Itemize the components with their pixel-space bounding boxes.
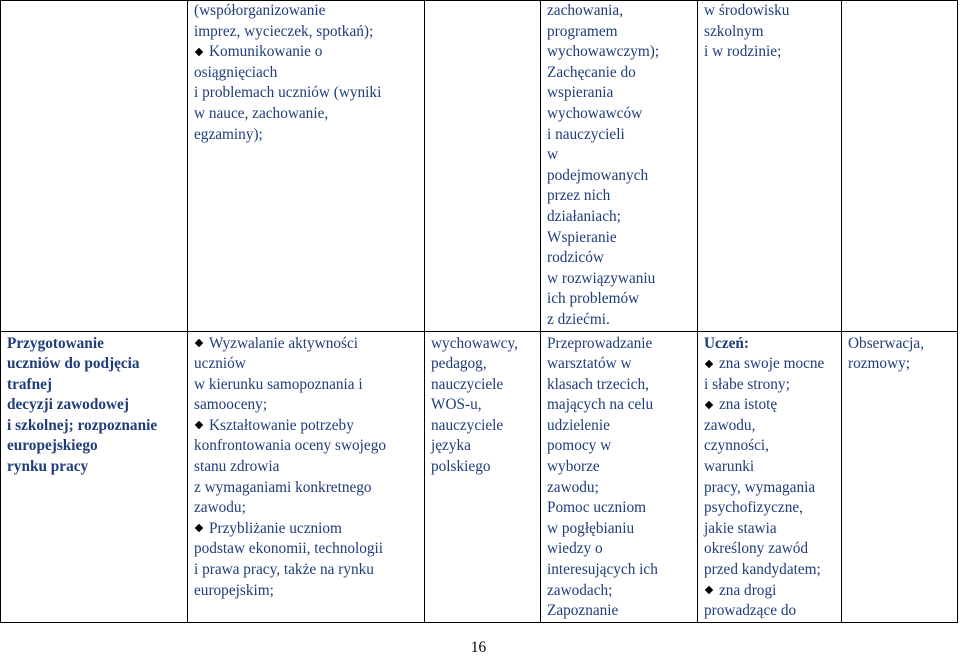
text-line [431, 436, 534, 457]
text-line [431, 395, 534, 416]
line-text: wychowawcy, [431, 334, 518, 352]
line-text: nauczyciele [431, 416, 504, 434]
line-text: zawodu, [704, 416, 756, 434]
diamond-bullet-icon [705, 586, 713, 594]
line-text: wspierania [547, 84, 614, 102]
line-text: Kształtowanie potrzeby [209, 416, 354, 434]
text-line [547, 375, 691, 396]
diamond-bullet-icon [705, 401, 713, 409]
effects-cell [698, 1, 842, 332]
line-text: europejskim; [194, 581, 274, 599]
line-text: w kierunku samopoznania i [194, 375, 363, 393]
line-text: w środowisku [704, 2, 790, 19]
line-text: warsztatów w [547, 355, 632, 373]
line-text: udzielenie [547, 416, 610, 434]
text-line [704, 334, 835, 355]
text-line [7, 395, 181, 416]
bullet-list-item [194, 334, 418, 355]
text-line [547, 289, 691, 310]
line-text: imprez, wycieczek, spotkań); [194, 22, 374, 40]
line-text: Zachęcanie do [547, 63, 636, 81]
table-row [1, 331, 958, 622]
line-text: z wymaganiami konkretnego [194, 478, 372, 496]
evaluation-cell [842, 1, 958, 332]
line-text: stanu zdrowia [194, 458, 280, 476]
line-text: rynku pracy [7, 458, 89, 476]
forms-cell [541, 1, 698, 332]
text-line [431, 457, 534, 478]
responsible-cell [425, 1, 541, 332]
text-line [547, 478, 691, 499]
text-line [7, 457, 181, 478]
text-line [547, 334, 691, 355]
text-line [547, 248, 691, 269]
text-line [547, 145, 691, 166]
line-text: Przygotowanie [7, 334, 104, 352]
text-line [7, 354, 181, 375]
text-line [194, 498, 418, 519]
text-line [547, 186, 691, 207]
text-line [547, 83, 691, 104]
text-line [7, 416, 181, 437]
line-text: Wyzwalanie aktywności [209, 334, 359, 352]
text-line [547, 104, 691, 125]
text-line [547, 519, 691, 540]
line-text: w [547, 146, 559, 164]
bullet-list-item [194, 416, 418, 437]
line-text: zawodu; [547, 478, 599, 496]
line-text: trafnej [7, 375, 53, 393]
line-text: i problemach uczniów (wyniki [194, 84, 382, 102]
line-text: prowadzące do [704, 602, 797, 620]
line-text: Uczeń: [704, 334, 750, 352]
text-line [194, 457, 418, 478]
line-text: klasach trzecich, [547, 375, 649, 393]
text-line [704, 375, 835, 396]
text-line [547, 42, 691, 63]
line-text: psychofizyczne, [704, 499, 803, 517]
line-text: pomocy w [547, 437, 612, 455]
diamond-bullet-icon [705, 359, 713, 367]
line-text: mających na celu [547, 396, 654, 414]
line-text: Pomoc uczniom [547, 499, 646, 517]
line-text: i nauczycieli [547, 125, 625, 143]
line-text: w nauce, zachowanie, [194, 104, 329, 122]
text-line [848, 354, 951, 375]
text-line [547, 269, 691, 290]
text-line [194, 354, 418, 375]
line-text: pracy, wymagania [704, 478, 816, 496]
line-text: pedagog, [431, 355, 487, 373]
line-text: (współorganizowanie [194, 2, 326, 19]
line-text: warunki [704, 458, 755, 476]
text-line [431, 416, 534, 437]
line-text: ich problemów [547, 290, 640, 308]
line-text: WOS-u, [431, 396, 482, 414]
text-line [704, 539, 835, 560]
line-text: egzaminy); [194, 125, 263, 143]
text-line [431, 354, 534, 375]
line-text: uczniów [194, 355, 246, 373]
text-line [431, 375, 534, 396]
line-text: języka [431, 437, 471, 455]
text-line [704, 436, 835, 457]
text-line [7, 436, 181, 457]
text-line [194, 539, 418, 560]
line-text: zawodach; [547, 581, 613, 599]
line-text: i w rodzinie; [704, 43, 782, 61]
text-line [194, 581, 418, 602]
diamond-bullet-icon [195, 47, 203, 55]
text-line [547, 166, 691, 187]
line-text: wychowawczym); [547, 43, 660, 61]
table-row [1, 1, 958, 332]
text-line [848, 334, 951, 355]
text-line [547, 125, 691, 146]
bullet-list-item [704, 581, 835, 602]
text-line [704, 457, 835, 478]
text-line [194, 1, 418, 22]
text-line [704, 519, 835, 540]
line-text: Wspieranie [547, 228, 617, 246]
text-line [7, 334, 181, 355]
text-line [547, 395, 691, 416]
text-line [547, 601, 691, 622]
line-text: nauczyciele [431, 375, 504, 393]
text-line [194, 375, 418, 396]
text-line [547, 354, 691, 375]
objective-cell [1, 331, 188, 622]
text-line [547, 416, 691, 437]
line-text: europejskiego [7, 437, 98, 455]
text-line [547, 310, 691, 331]
line-text: Przybliżanie uczniom [209, 519, 342, 537]
line-text: działaniach; [547, 207, 621, 225]
diamond-bullet-icon [195, 524, 203, 532]
line-text: przed kandydatem; [704, 561, 821, 579]
text-line [194, 560, 418, 581]
line-text: zawodu; [194, 499, 246, 517]
line-text: wyborze [547, 458, 600, 476]
line-text: rodziców [547, 249, 604, 267]
text-line [431, 334, 534, 355]
text-line [704, 498, 835, 519]
text-line [194, 125, 418, 146]
page-number: 16 [470, 639, 487, 656]
diamond-bullet-icon [195, 421, 203, 429]
text-line [547, 457, 691, 478]
line-text: zna istotę [719, 396, 778, 414]
line-text: decyzji zawodowej [7, 396, 129, 414]
bullet-list-item [194, 42, 418, 63]
objective-cell [1, 1, 188, 332]
line-text: zna drogi [719, 581, 777, 599]
line-text: samooceny; [194, 396, 268, 414]
line-text: Zapoznanie [547, 602, 619, 620]
line-text: zachowania, [547, 2, 624, 19]
text-line [7, 375, 181, 396]
text-line [704, 560, 835, 581]
tasks-cell [188, 331, 425, 622]
evaluation-cell [842, 331, 958, 622]
line-text: podejmowanych [547, 166, 649, 184]
text-line [704, 416, 835, 437]
line-text: i szkolnej; rozpoznanie [7, 416, 158, 434]
line-text: i prawa pracy, także na rynku [194, 561, 374, 579]
line-text: osiągnięciach [194, 63, 278, 81]
text-line [704, 22, 835, 43]
diamond-bullet-icon [195, 339, 203, 347]
text-line [547, 1, 691, 22]
text-line [194, 436, 418, 457]
text-line [704, 1, 835, 22]
line-text: zna swoje mocne [719, 355, 825, 373]
line-text: szkolnym [704, 22, 764, 40]
effects-cell [698, 331, 842, 622]
line-text: wychowawców [547, 104, 643, 122]
text-line [547, 22, 691, 43]
bullet-list-item [194, 519, 418, 540]
line-text: w pogłębianiu [547, 519, 635, 537]
text-line [547, 207, 691, 228]
text-line [547, 436, 691, 457]
text-line [547, 498, 691, 519]
text-line [547, 560, 691, 581]
line-text: Obserwacja, [848, 334, 925, 352]
text-line [194, 63, 418, 84]
text-line [547, 539, 691, 560]
line-text: programem [547, 22, 618, 40]
line-text: jakie stawia [704, 519, 777, 537]
text-line [194, 22, 418, 43]
line-text: polskiego [431, 458, 491, 476]
line-text: interesujących ich [547, 561, 658, 579]
text-line [194, 478, 418, 499]
line-text: przez nich [547, 187, 611, 205]
text-line [194, 104, 418, 125]
tasks-cell [188, 1, 425, 332]
text-line [547, 63, 691, 84]
line-text: i słabe strony; [704, 375, 790, 393]
text-line [547, 228, 691, 249]
line-text: konfrontowania oceny swojego [194, 437, 387, 455]
line-text: uczniów do podjęcia [7, 355, 140, 373]
line-text: czynności, [704, 437, 769, 455]
bullet-list-item [704, 395, 835, 416]
text-line [704, 478, 835, 499]
forms-cell [541, 331, 698, 622]
line-text: Przeprowadzanie [547, 334, 653, 352]
text-line [194, 395, 418, 416]
line-text: Komunikowanie o [209, 43, 323, 61]
text-line [547, 581, 691, 602]
text-line [194, 83, 418, 104]
line-text: w rozwiązywaniu [547, 269, 656, 287]
responsible-cell [425, 331, 541, 622]
line-text: z dziećmi. [547, 310, 610, 328]
text-line [704, 42, 835, 63]
line-text: podstaw ekonomii, technologii [194, 540, 384, 558]
bullet-list-item [704, 354, 835, 375]
line-text: określony zawód [704, 540, 809, 558]
line-text: rozmowy; [848, 355, 911, 373]
text-line [704, 601, 835, 622]
line-text: wiedzy o [547, 540, 603, 558]
